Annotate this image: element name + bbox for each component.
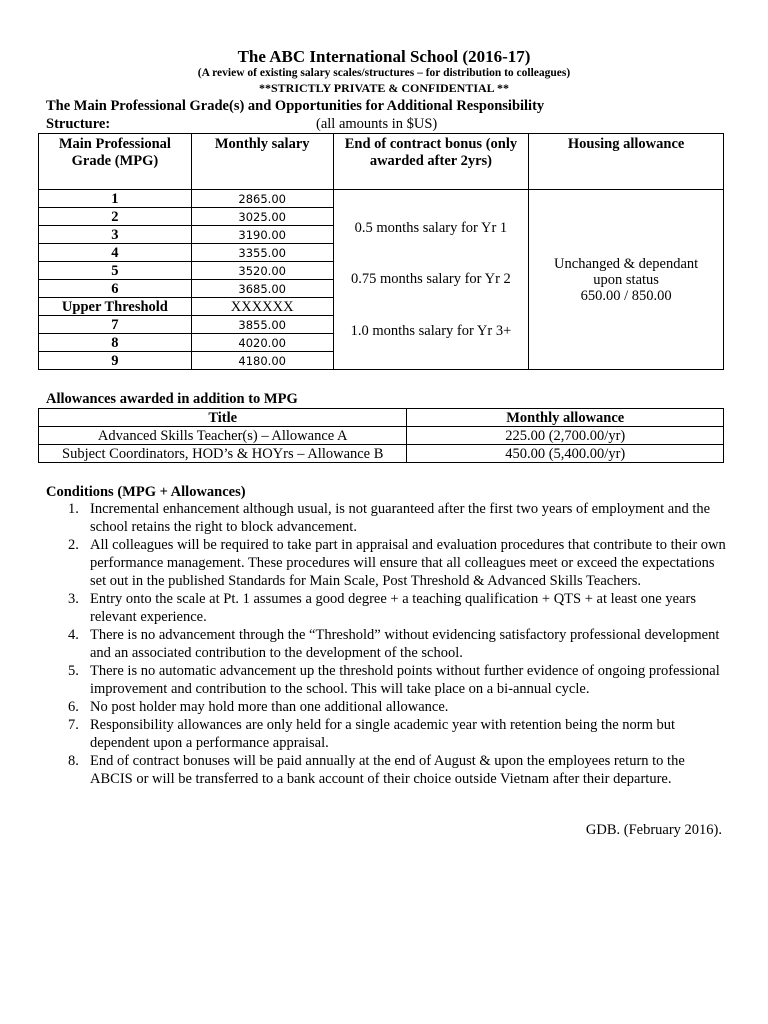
allowance-amount-cell: 225.00 (2,700.00/yr) [407, 427, 724, 445]
grade-cell: 1 [39, 190, 192, 208]
condition-text: Responsibility allowances are only held for a single academic year with retention being the norm but dependent upon a performance appraisal. [90, 717, 676, 751]
grade-cell: 5 [39, 262, 192, 280]
grade-cell: 9 [39, 352, 192, 370]
grade-cell: 4 [39, 244, 192, 262]
grade-cell: 3 [39, 226, 192, 244]
list-item: 6. No post holder may hold more than one additional allowance. [68, 699, 449, 715]
column-header-allowance: Monthly allowance [407, 409, 724, 427]
grade-cell: Upper Threshold [39, 298, 192, 316]
salary-cell: 4020.00 [191, 334, 333, 352]
allowances-heading: Allowances awarded in addition to MPG [46, 391, 298, 407]
list-item: 2. All colleagues will be required to take part in appraisal and evaluation procedures that contribute to their own performance management. These procedures will ensure that all colleagues meet or exceed the expectations set out in the published Standards for Main Scale, Post Threshold & Advanced Skills Teachers. [68, 537, 726, 589]
column-header-title: Title [39, 409, 407, 427]
table-row [39, 190, 724, 208]
table-row [39, 445, 724, 463]
salary-cell: 3685.00 [191, 280, 333, 298]
grade-cell: 7 [39, 316, 192, 334]
list-item: 8. End of contract bonuses will be paid annually at the end of August & upon the employees return to the ABCIS or will be transferred to a bank account of their choice outside Vietnam after their departure. [68, 753, 685, 787]
conditions-heading: Conditions (MPG + Allowances) [46, 484, 246, 500]
allowance-amount-cell: 450.00 (5,400.00/yr) [407, 445, 724, 463]
salary-cell: 2865.00 [191, 190, 333, 208]
document-subtitle: (A review of existing salary scales/structures – for distribution to colleagues) [197, 67, 571, 79]
list-item: 5. There is no automatic advancement up the threshold points without further evidence of ongoing professional improvement and contribution to the school. This will take place on a bi-annual cycle. [68, 663, 720, 697]
condition-text: All colleagues will be required to take part in appraisal and evaluation procedures that contribute to their own performance management. These procedures will ensure that all colleagues meet or exceed the expectations set out in the published Standards for Main Scale, Post Threshold & Advanced Skills Teachers. [90, 537, 726, 589]
allowance-title-cell: Advanced Skills Teacher(s) – Allowance A [39, 427, 407, 445]
section-heading: The Main Professional Grade(s) and Opportunities for Additional Responsibility [46, 98, 545, 114]
table-header-row [39, 134, 724, 190]
signature-line: GDB. (February 2016). [585, 822, 722, 838]
list-item: 4. There is no advancement through the “Threshold” without evidencing satisfactory professional development and an associated contribution to the development of the school. [68, 627, 720, 661]
list-item: 1. Incremental enhancement although usual, is not guaranteed after the first two years of employment and the school retains the right to block advancement. [68, 501, 711, 535]
housing-cell [529, 190, 724, 370]
list-item: 7. Responsibility allowances are only held for a single academic year with retention being the norm but dependent upon a performance appraisal. [68, 717, 676, 751]
section-heading-structure: Structure: [46, 116, 111, 132]
column-header-grade: Main Professional Grade (MPG) [39, 134, 192, 190]
column-header-salary: Monthly salary [191, 134, 333, 190]
condition-text: There is no advancement through the “Threshold” without evidencing satisfactory professional development and an associated contribution to the development of the school. [90, 627, 720, 661]
grade-cell: 2 [39, 208, 192, 226]
mpg-salary-table [38, 133, 724, 370]
grade-cell: 6 [39, 280, 192, 298]
table-row [39, 427, 724, 445]
salary-cell: 3025.00 [191, 208, 333, 226]
table-header-row [39, 409, 724, 427]
confidential-notice: **STRICTLY PRIVATE & CONFIDENTIAL ** [258, 81, 510, 95]
housing-line: Unchanged & dependant [554, 255, 699, 272]
bonus-cell [333, 190, 529, 370]
column-header-housing: Housing allowance [529, 134, 724, 190]
salary-cell: XXXXXX [191, 298, 333, 316]
salary-cell: 3190.00 [191, 226, 333, 244]
column-header-bonus: End of contract bonus (only awarded after 2yrs) [333, 134, 529, 190]
list-item: 3. Entry onto the scale at Pt. 1 assumes a good degree + a teaching qualification + QTS + at least one years relevant experience. [68, 591, 696, 625]
condition-text: Incremental enhancement although usual, is not guaranteed after the first two years of employment and the school retains the right to block advancement. [90, 501, 711, 535]
condition-text: There is no automatic advancement up the threshold points without further evidence of ongoing professional improvement and contribution to the school. This will take place on a bi-annual cycle. [90, 663, 720, 697]
conditions-list [46, 500, 726, 788]
housing-amount: 650.00 / 850.00 [580, 287, 672, 304]
salary-cell: 3855.00 [191, 316, 333, 334]
allowance-title-cell: Subject Coordinators, HOD’s & HOYrs – Allowance B [39, 445, 407, 463]
salary-cell: 3520.00 [191, 262, 333, 280]
condition-text: Entry onto the scale at Pt. 1 assumes a good degree + a teaching qualification + QTS + at least one years relevant experience. [90, 591, 696, 625]
document-title: The ABC International School (2016-17) [237, 47, 531, 66]
allowances-table [38, 408, 724, 463]
salary-cell: 4180.00 [191, 352, 333, 370]
salary-cell: 3355.00 [191, 244, 333, 262]
bonus-yr2: 0.75 months salary for Yr 2 [351, 271, 511, 287]
grade-cell: 8 [39, 334, 192, 352]
condition-text: End of contract bonuses will be paid annually at the end of August & upon the employees return to the ABCIS or will be transferred to a bank account of their choice outside Vietnam after their departure. [90, 753, 685, 787]
bonus-yr3: 1.0 months salary for Yr 3+ [350, 323, 512, 339]
currency-note: (all amounts in $US) [316, 116, 438, 132]
condition-text: No post holder may hold more than one additional allowance. [90, 699, 449, 715]
housing-line: upon status [593, 271, 659, 288]
bonus-yr1: 0.5 months salary for Yr 1 [354, 220, 508, 236]
